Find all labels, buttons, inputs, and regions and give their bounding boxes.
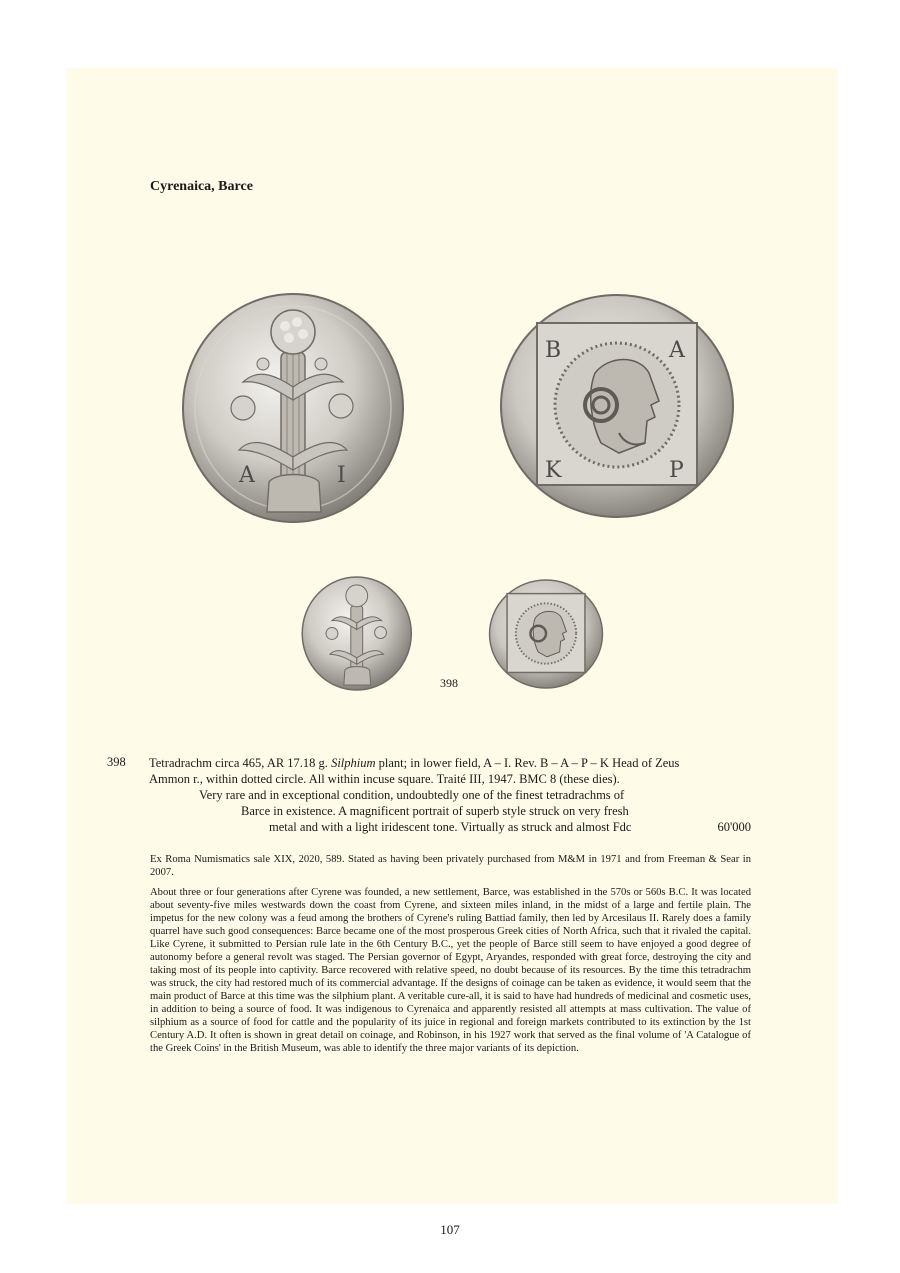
lot-line-1-post: plant; in lower field, A – I. Rev. B – A – P – K Head of Zeus — [375, 756, 680, 770]
lot-line-1-italic: Silphium — [331, 756, 376, 770]
coin-reverse-small — [487, 579, 605, 689]
coin-obverse-large — [181, 292, 406, 524]
lot-number: 398 — [107, 755, 126, 769]
coin-obverse-small — [301, 576, 413, 691]
historical-essay: About three or four generations after Cyrene was founded, a new settlement, Barce, was established in the 570s or 560s B.C. It was located about seventy-five miles westwards down the coast from Cyrene, and sixteen miles inland, in the midst of a large and fertile plain. The impetus for the new colony was a feud among the brothers of Cyrene's ruling Battiad family, then led by Arcesilaus II. Rarely does a family quarrel have such good consequences: Barce became one of the most prosperous Greek cities of North Africa, such that it rivaled the capital. Like Cyrene, it submitted to Persian rule late in the 6th Century B.C., yet the people of Barce still seem to have enjoyed a good degree of autonomy before a general revolt was staged. The Persian governor of Egypt, Aryandes, responded with great force, destroying the city and taking most of its people into captivity. Barce recovered with relative speed, no doubt because of its resources. By the time this tetradrachm was struck, the city had restored much of its commercial advantage. If the designs of coinage can be taken as evidence, it would seem that the main product of Barce at this time was the silphium plant. A veritable cure-all, it is said to have had hundreds of medicinal and cosmetic uses, in addition to being a source of food. It was indigenous to Cyrenaica and apparently resisted all attempts at mass cultivation. The value of silphium as a source of food for cattle and the popularity of its juice in regional and foreign markets contributed to its extinction by the 1st Century A.D. It often is shown in great detail on coinage, and Robinson, in his 1927 work that served as the final volume of 'A Catalogue of the Greek Coins' in the British Museum, was able to identify the three major variants of its depiction. — [150, 887, 751, 1054]
lot-line-1 — [149, 755, 751, 771]
reverse-legend-tl: B — [545, 338, 562, 363]
reverse-legend-tr: A — [669, 338, 685, 363]
page-number: 107 — [440, 1222, 460, 1237]
section-heading: Cyrenaica, Barce — [150, 179, 253, 194]
obverse-legend-right: I — [337, 463, 346, 488]
lot-description — [149, 755, 751, 835]
lot-estimate: 60'000 — [717, 820, 751, 834]
lot-comment-3-text: metal and with a light iridescent tone. Virtually as struck and almost Fdc — [269, 820, 632, 834]
provenance-note: Ex Roma Numismatics sale XIX, 2020, 589. Stated as having been privately purchased from M&M in 1971 and from Freeman & Sear in 2007. — [150, 854, 751, 878]
coin-reverse-large — [499, 293, 735, 519]
lot-comment-1: Very rare and in exceptional condition, undoubtedly one of the finest tetradrachms of — [199, 788, 625, 802]
reverse-legend-bl: K — [545, 458, 562, 483]
lot-comment-2: Barce in existence. A magnificent portrait of superb style struck on very fresh — [241, 804, 629, 818]
lot-comment-3 — [149, 819, 751, 835]
obverse-legend-left: A — [239, 463, 255, 488]
lot-line-1-pre: Tetradrachm circa 465, AR 17.18 g. — [149, 756, 332, 770]
plate-number: 398 — [440, 676, 458, 690]
lot-line-2: Ammon r., within dotted circle. All within incuse square. Traité III, 1947. BMC 8 (these dies). — [149, 772, 620, 786]
reverse-legend-br: P — [669, 458, 684, 483]
